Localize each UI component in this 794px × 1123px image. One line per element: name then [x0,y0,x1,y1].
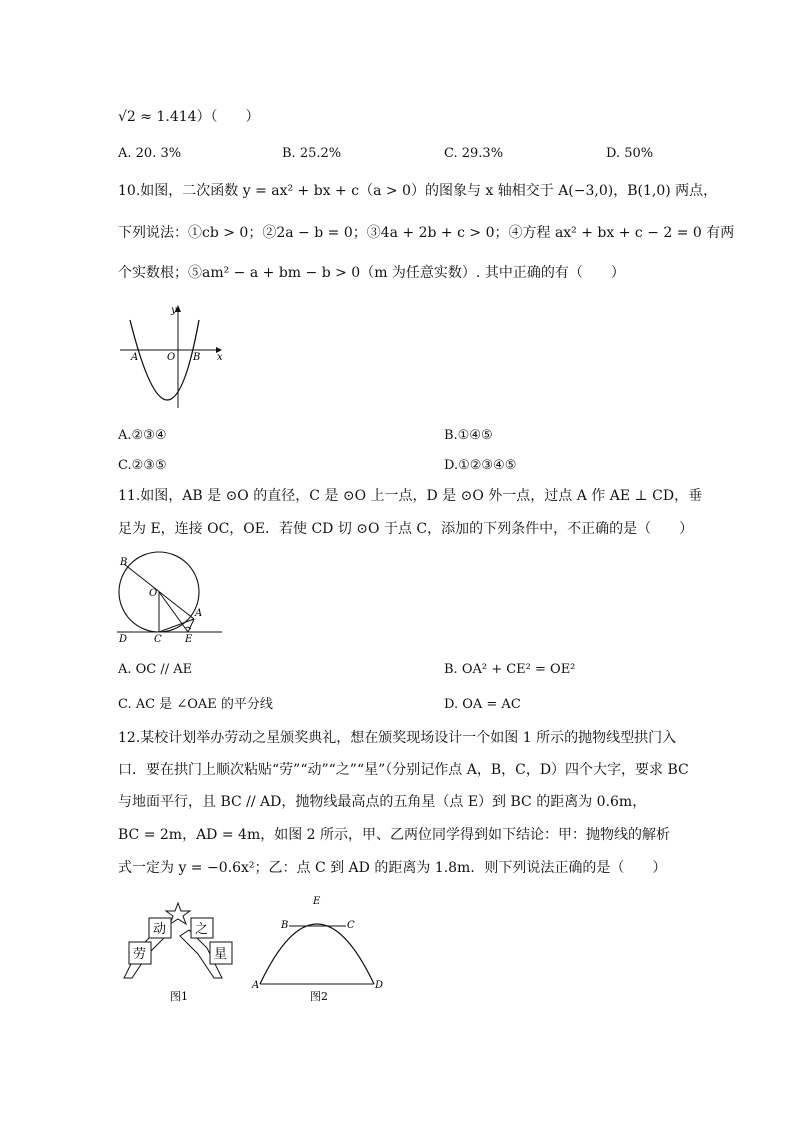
fig2-caption: 图2 [310,990,328,1003]
q10-label-x: x [217,352,223,363]
fig2-label-a: A [252,980,260,991]
q10-option-b: B.①④⑤ [444,428,493,443]
q11-option-c: C. AC 是 ∠OAE 的平分线 [118,697,273,712]
q11-text-line2: 足为 E，连接 OC，OE．若使 CD 切 ⊙O 于点 C，添加的下列条件中，不正确的是（ ） [118,521,694,537]
q11-label-o: O [149,588,158,599]
q11-label-e: E [185,634,193,643]
q10-text-line3: 个实数根；⑤am² − a + bm − b > 0（m 为任意实数）. 其中正确的有（ ） [118,265,625,281]
q11-label-a: A [195,608,203,619]
q9-option-d: D. 50% [606,146,654,161]
q10-label-b: B [193,352,201,363]
q11-option-a: A. OC // AE [118,662,193,677]
q9-option-a: A. 20. 3% [118,146,182,161]
fig2-label-d: D [375,980,384,991]
q12-figure2-parabola [250,894,385,1006]
q12-text-line4: BC = 2m，AD = 4m，如图 2 所示，甲、乙两位同学得到如下结论：甲：抛物线的解析 [118,827,671,843]
q10-parabola-figure [118,300,228,410]
fig1-char-dong: 动 [153,922,167,937]
q11-label-d: D [119,634,128,643]
q10-option-d: D.①②③④⑤ [444,458,517,473]
q11-option-d: D. OA = AC [444,697,521,712]
q11-option-b: B. OA² + CE² = OE² [444,662,576,677]
fig1-char-zhi: 之 [195,922,209,937]
fig1-caption: 图1 [170,990,188,1003]
q11-circle-figure [114,548,224,643]
fig2-label-b: B [281,920,289,931]
fig2-label-e: E [313,896,321,907]
q10-label-a: A [131,352,139,363]
q10-label-o: O [167,352,176,363]
q12-text-line1: 12.某校计划举办劳动之星颁奖典礼，想在颁奖现场设计一个如图 1 所示的抛物线型拱门入 [118,730,677,746]
q9-option-c: C. 29.3% [444,146,504,161]
q10-label-y: y [171,305,177,316]
q12-text-line5: 式一定为 y = −0.6x²；乙：点 C 到 AD 的距离为 1.8m．则下列说法正确的是（ ） [118,860,667,876]
q10-option-a: A.②③④ [118,428,167,443]
q11-text-line1: 11.如图，AB 是 ⊙O 的直径，C 是 ⊙O 上一点，D 是 ⊙O 外一点，过点 A 作 AE ⊥ CD，垂 [118,488,703,504]
q11-label-b: B [120,557,128,568]
q9-option-b: B. 25.2% [282,146,342,161]
fig2-label-c: C [347,920,355,931]
q9-tail-text: √2 ≈ 1.414）（ ） [118,109,260,125]
q10-option-c: C.②③⑤ [118,458,167,473]
q12-figure1-arch [118,896,248,1006]
fig1-char-lao: 劳 [133,947,147,962]
fig1-char-xing: 星 [214,947,228,962]
q10-text-line2: 下列说法：①cb > 0；②2a − b = 0；③4a + 2b + c > 0；④方程 ax² + bx + c − 2 = 0 有两 [118,225,735,241]
q10-text-line1: 10.如图，二次函数 y = ax² + bx + c（a > 0）的图象与 x 轴相交于 A(−3,0)，B(1,0) 两点， [118,183,718,199]
q12-text-line2: 口．要在拱门上顺次粘贴“劳”“动”“之”“星”（分别记作点 A，B，C，D）四个大字，要求 BC [118,762,689,778]
q12-text-line3: 与地面平行，且 BC // AD，抛物线最高点的五角星（点 E）到 BC 的距离为 0.6m， [118,794,647,810]
q11-label-c: C [154,634,162,643]
